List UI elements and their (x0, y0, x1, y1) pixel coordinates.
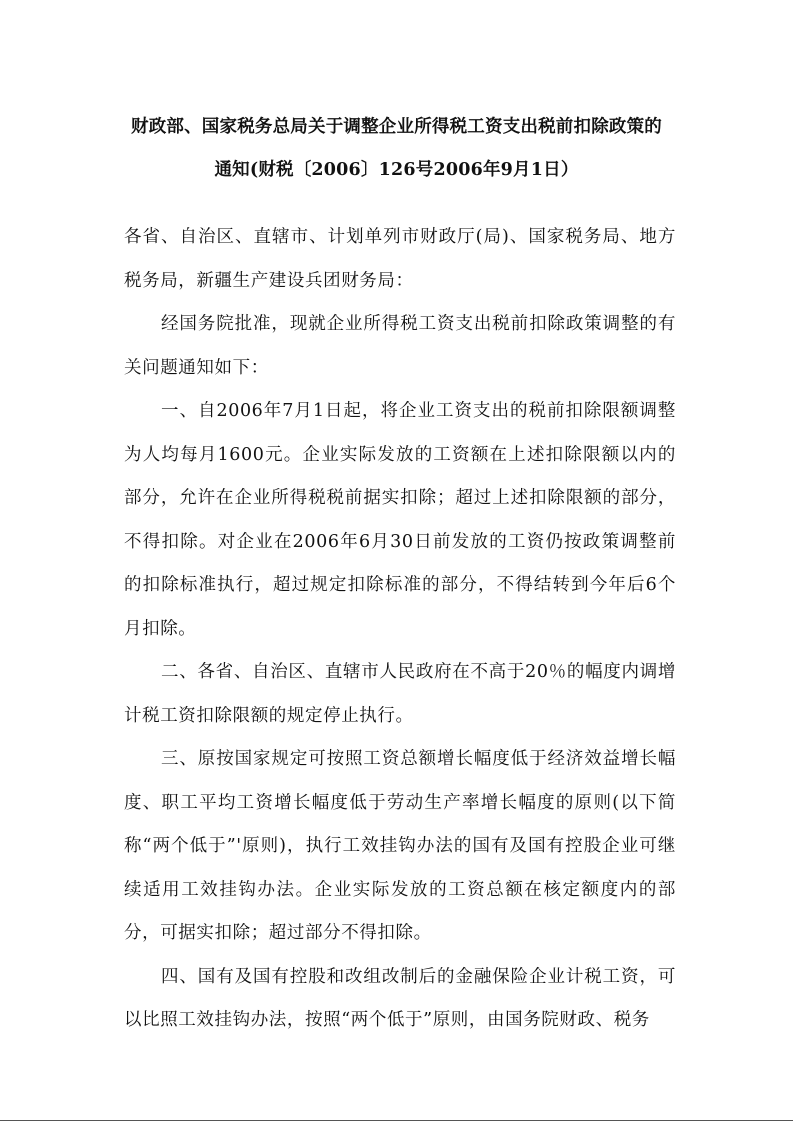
intro-paragraph: 经国务院批准，现就企业所得税工资支出税前扣除政策调整的有关问题通知如下： (124, 314, 676, 378)
clause-4-paragraph: 四、国有及国有控股和改组改制后的金融保险企业计税工资，可以比照工效挂钩办法，按照“两个低于”原则，由国务院财政、税务 (124, 966, 676, 1030)
addressee-paragraph: 各省、自治区、直辖市、计划单列市财政厅(局)、国家税务局、地方税务局，新疆生产建设兵团财务局： (124, 227, 676, 291)
document-title-line-1: 财政部、国家税务总局关于调整企业所得税工资支出税前扣除政策的 (131, 117, 662, 137)
page-bottom-divider (0, 1120, 793, 1121)
document-body (124, 216, 676, 1043)
clause-1-paragraph: 一、自2006年7月1日起，将企业工资支出的税前扣除限额调整为人均每月1600元。企业实际发放的工资额在上述扣除限额以内的部分，允许在企业所得税税前据实扣除；超过上述扣除限额的部分，不得扣除。对企业在2006年6月30日前发放的工资仍按政策调整前的扣除标准执行，超过规定扣除标准的部分，不得结转到今年后6个月扣除。 (124, 401, 676, 639)
clause-2-paragraph: 二、各省、自治区、直辖市人民政府在不高于20％的幅度内调增计税工资扣除限额的规定停止执行。 (124, 662, 676, 726)
clause-3-paragraph: 三、原按国家规定可按照工资总额增长幅度低于经济效益增长幅度、职工平均工资增长幅度低于劳动生产率增长幅度的原则(以下简称“两个低于”'原则)，执行工效挂钩办法的国有及国有控股企业可继续适用工效挂钩办法。企业实际发放的工资总额在核定额度内的部分，可据实扣除；超过部分不得扣除。 (124, 749, 676, 943)
document-title-line-2: 通知(财税〔2006〕126号2006年9月1日） (214, 160, 579, 180)
